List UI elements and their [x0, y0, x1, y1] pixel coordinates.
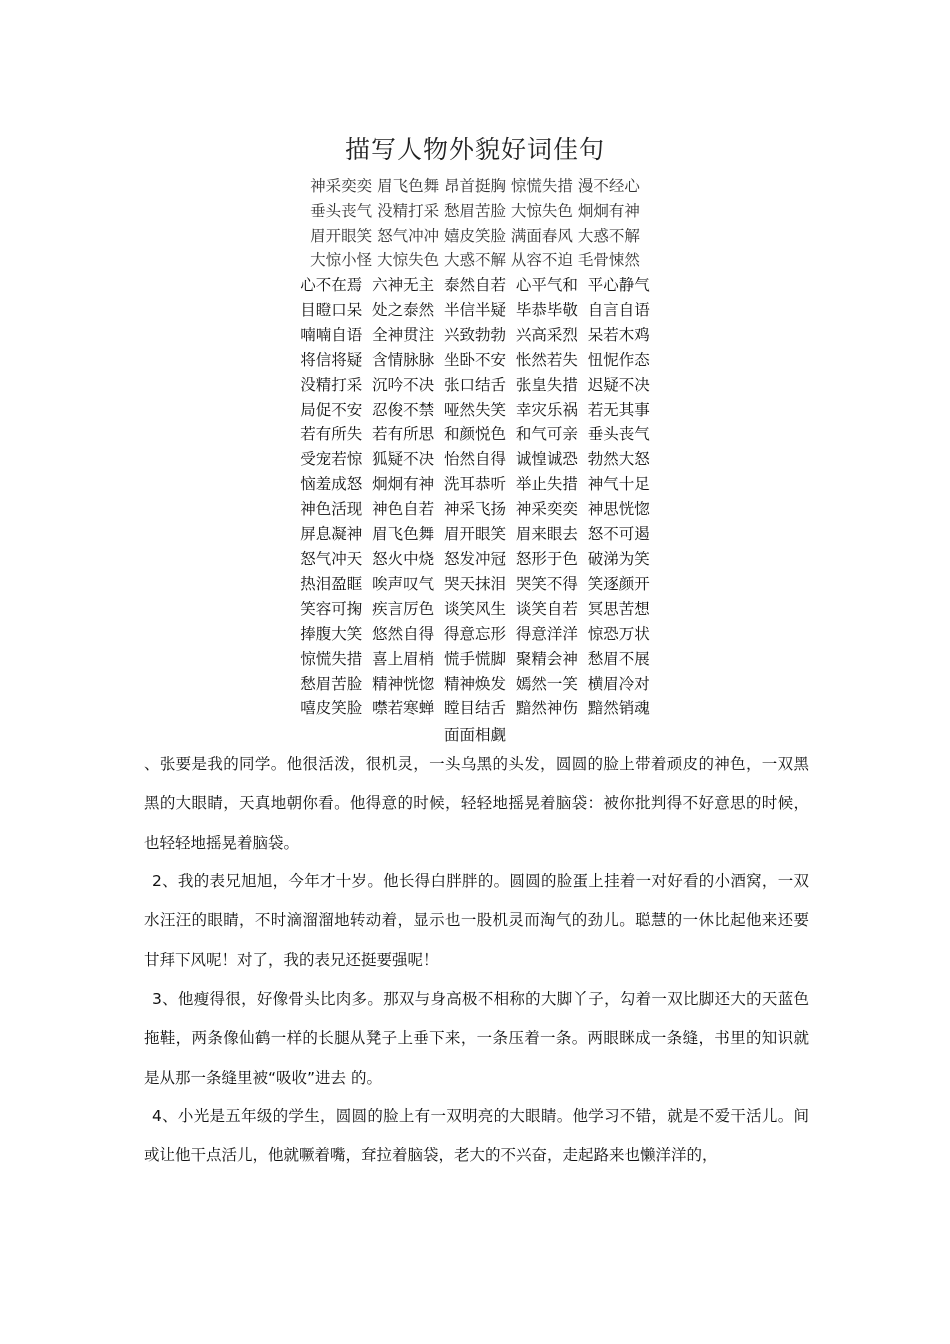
idiom-line: 受宠若惊 狐疑不决 怡然自得 诚惶诚恐 勃然大怒 [300, 450, 650, 469]
idiom-line: 愁眉苦脸 精神恍惚 精神焕发 嫣然一笑 横眉冷对 [300, 674, 650, 693]
idiom-line: 神采奕奕 眉飞色舞 昂首挺胸 惊慌失措 漫不经心 [310, 177, 640, 195]
idiom-line: 没精打采 沉吟不决 张口结舌 张皇失措 迟疑不决 [300, 375, 650, 394]
idiom-line: 目瞪口呆 处之泰然 半信半疑 毕恭毕敬 自言自语 [300, 300, 650, 319]
idiom-line: 喃喃自语 全神贯注 兴致勃勃 兴高采烈 呆若木鸡 [300, 325, 650, 344]
paragraph-3: 3、他瘦得很，好像骨头比肉多。那双与身高极不相称的大脚丫子，勾着一双比脚还大的天蓝色拖鞋，两条像仙鹤一样的长腿从凳子上垂下来，一条压着一条。两眼眯成一条缝，书里的知识就是从那一条缝里被“吸收”进去 的。 [144, 990, 809, 1087]
idiom-line: 局促不安 忍俊不禁 哑然失笑 幸灾乐祸 若无其事 [300, 400, 650, 419]
idiom-line: 若有所失 若有所思 和颜悦色 和气可亲 垂头丧气 [300, 425, 650, 444]
paragraph-1: 、张要是我的同学。他很活泼，很机灵，一头乌黑的头发，圆圆的脸上带着顽皮的神色，一双黑黑的大眼睛，天真地朝你看。他得意的时候，轻轻地摇晃着脑袋：被你批判得不好意思的时候，也轻轻地摇晃着脑袋。 [144, 755, 809, 852]
idiom-line: 恼羞成怒 炯炯有神 洗耳恭听 举止失措 神气十足 [300, 475, 650, 494]
idiom-line: 热泪盈眶 唉声叹气 哭天抹泪 哭笑不得 笑逐颜开 [300, 574, 650, 593]
idiom-line: 眉开眼笑 怒气冲冲 嬉皮笑脸 满面春风 大惑不解 [310, 226, 640, 245]
idiom-line: 捧腹大笑 悠然自得 得意忘形 得意洋洋 惊恐万状 [300, 624, 650, 643]
paragraph-2: 2、我的表兄旭旭，今年才十岁。他长得白胖胖的。圆圆的脸蛋上挂着一对好看的小酒窝，一双水汪汪的眼睛，不时滴溜溜地转动着，显示也一股机灵而淘气的劲儿。聪慧的一休比起他来还要甘拜下风呢！对了，我的表兄还挺要强呢！ [144, 872, 809, 969]
idiom-line: 笑容可掬 疾言厉色 谈笑风生 谈笑自若 冥思苦想 [300, 599, 650, 618]
idiom-tail-word: 面面相觑 [443, 726, 506, 744]
idiom-line: 将信将疑 含情脉脉 坐卧不安 怅然若失 忸怩作态 [300, 350, 650, 369]
idiom-line: 大惊小怪 大惊失色 大惑不解 从容不迫 毛骨悚然 [310, 251, 640, 270]
idiom-line: 心不在焉 六神无主 泰然自若 心平气和 平心静气 [300, 276, 650, 294]
idiom-line: 神色活现 神色自若 神采飞扬 神采奕奕 神思恍惚 [300, 500, 650, 519]
idiom-line: 嘻皮笑脸 噤若寒蝉 瞠目结舌 黯然神伤 黯然销魂 [300, 699, 650, 718]
idiom-line: 屏息凝神 眉飞色舞 眉开眼笑 眉来眼去 怒不可遏 [300, 525, 650, 544]
page-title: 描写人物外貌好词佳句 [344, 135, 605, 164]
idiom-line: 惊慌失措 喜上眉梢 慌手慌脚 聚精会神 愁眉不展 [300, 649, 650, 668]
idiom-line: 垂头丧气 没精打采 愁眉苦脸 大惊失色 炯炯有神 [310, 201, 640, 220]
idiom-list-serif [0, 174, 950, 273]
idiom-line: 怒气冲天 怒火中烧 怒发冲冠 怒形于色 破涕为笑 [300, 549, 650, 568]
idiom-list-sans [0, 273, 950, 721]
paragraph-4: 4、小光是五年级的学生，圆圆的脸上有一双明亮的大眼睛。他学习不错，就是不爱干活儿。间或让他干点活儿，他就噘着嘴，耷拉着脑袋，老大的不兴奋，走起路来也懒洋洋的， [144, 1107, 809, 1165]
